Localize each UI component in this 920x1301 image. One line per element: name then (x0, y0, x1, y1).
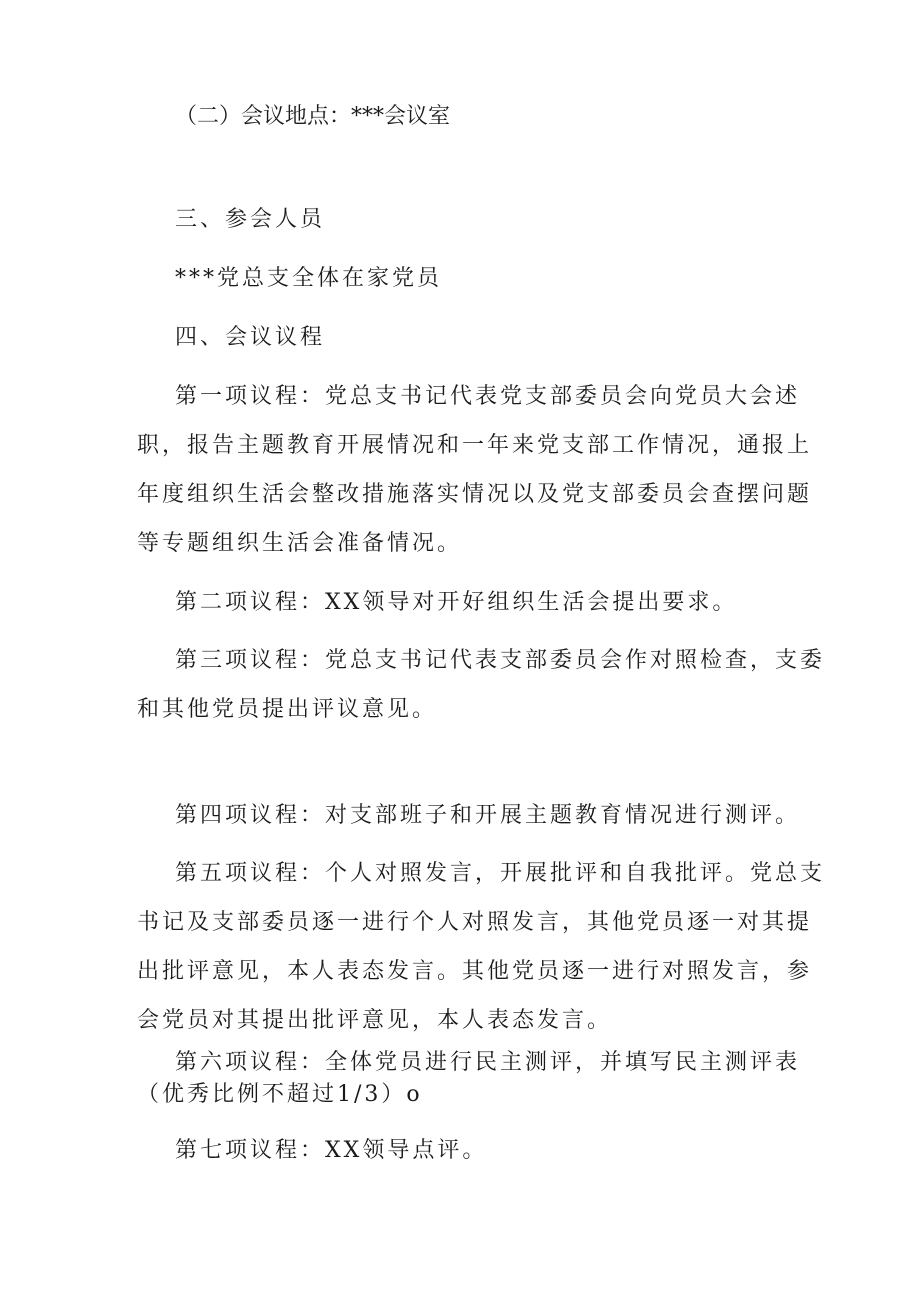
agenda-item-6-line-2: （优秀比例不超过1/3）o (137, 1082, 423, 1107)
section-heading-agenda: 四、会议议程 (175, 325, 326, 350)
agenda-item-3-line-2: 和其他党员提出评议意见。 (137, 697, 438, 722)
agenda-item-5-line-3: 出批评意见，本人表态发言。其他党员逐一进行对照发言，参 (137, 959, 813, 984)
agenda-item-5-line-4: 会党员对其提出批评意见，本人表态发言。 (137, 1008, 613, 1033)
agenda-item-4: 第四项议程：对支部班子和开展主题教育情况进行测评。 (175, 803, 801, 828)
agenda-item-1-line-3: 年度组织生活会整改措施落实情况以及党支部委员会查摆问题 (137, 482, 813, 507)
attendees-text: ***党总支全体在家党员 (175, 266, 443, 291)
agenda-item-1-line-4: 等专题组织生活会准备情况。 (137, 531, 463, 556)
agenda-item-7: 第七项议程：XX领导点评。 (175, 1138, 488, 1163)
agenda-item-6-line-1: 第六项议程：全体党员进行民主测评，并填写民主测评表 (175, 1050, 801, 1075)
agenda-item-1-line-2: 职，报告主题教育开展情况和一年来党支部工作情况，通报上 (137, 433, 813, 458)
agenda-item-3-line-1: 第三项议程：党总支书记代表支部委员会作对照检查，支委 (175, 648, 826, 673)
meeting-location: （二）会议地点：***会议室 (175, 104, 451, 129)
agenda-item-1-line-1: 第一项议程：党总支书记代表党支部委员会向党员大会述 (175, 384, 801, 409)
section-heading-attendees: 三、参会人员 (175, 207, 326, 232)
agenda-item-5-line-2: 书记及支部委员逐一进行个人对照发言，其他党员逐一对其提 (137, 910, 813, 935)
agenda-item-2: 第二项议程：XX领导对开好组织生活会提出要求。 (175, 590, 738, 615)
agenda-item-5-line-1: 第五项议程：个人对照发言，开展批评和自我批评。党总支 (175, 861, 826, 886)
